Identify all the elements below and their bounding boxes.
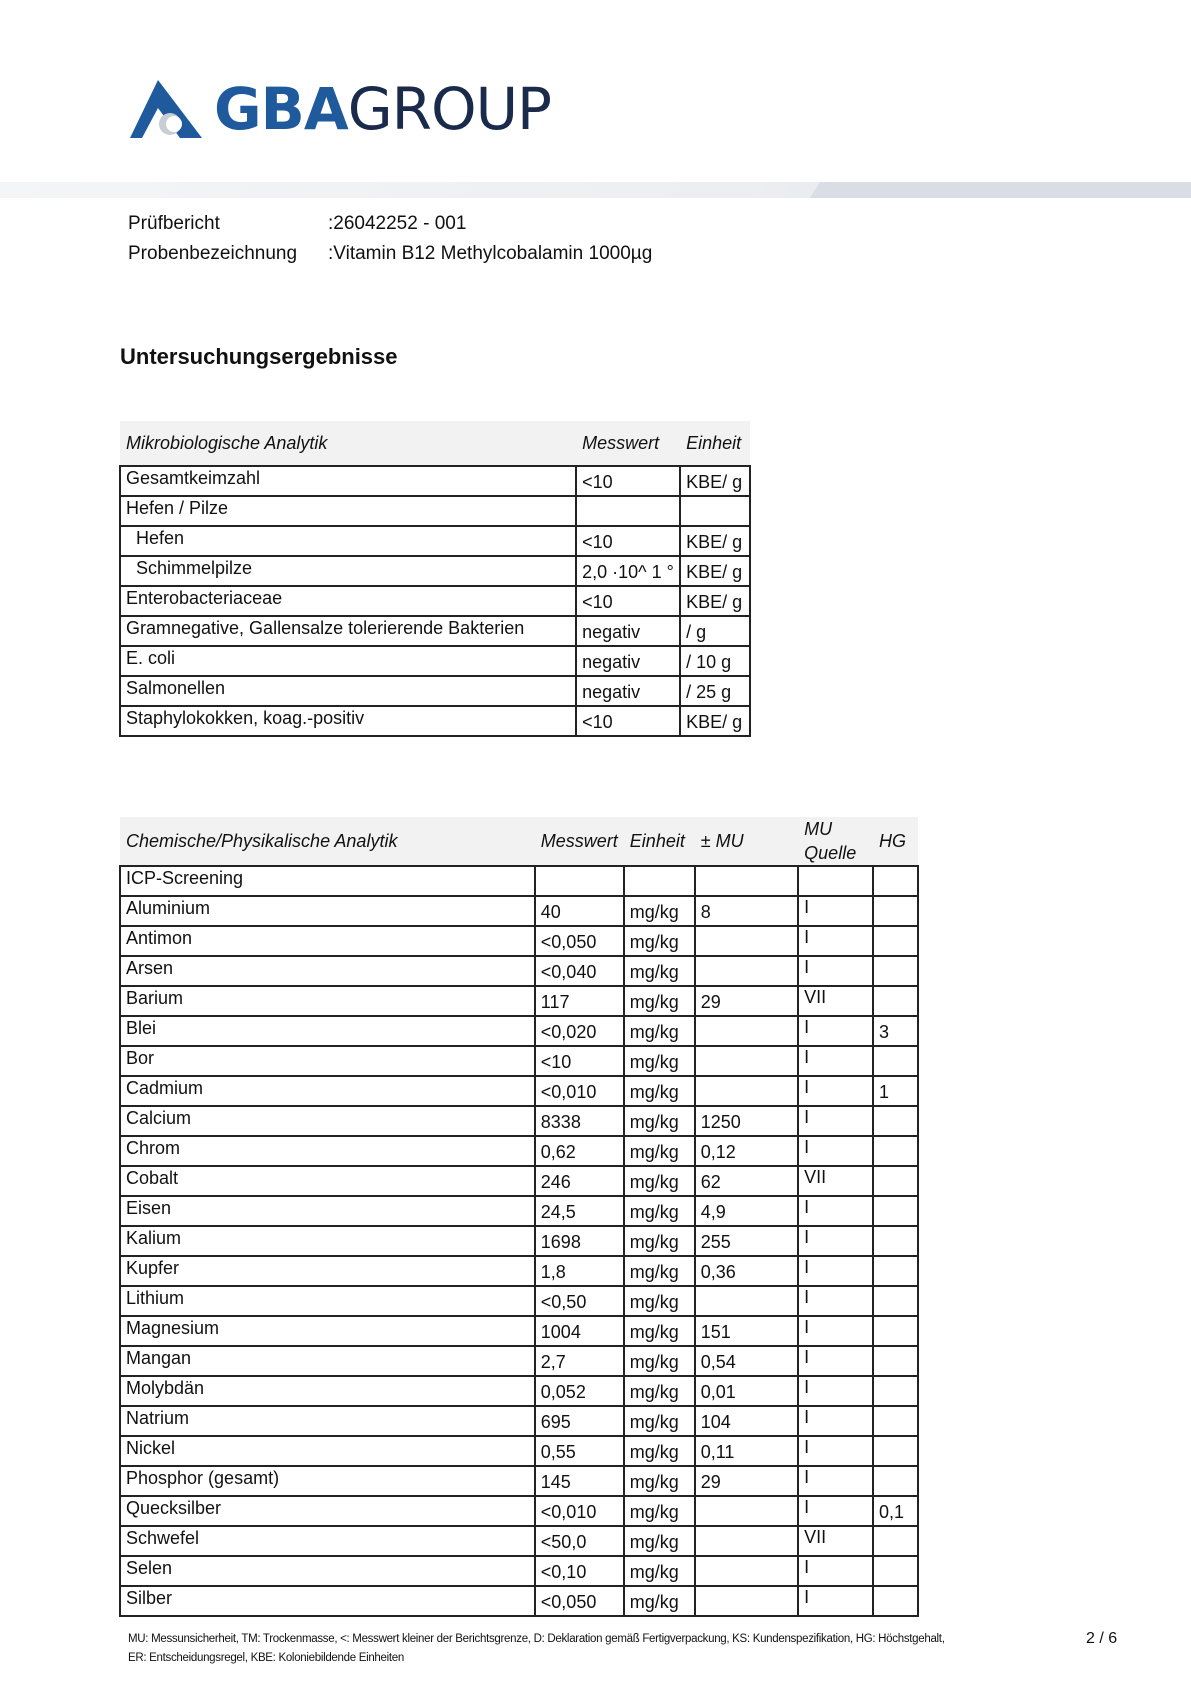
analyte-name: Mangan [120,1346,535,1376]
unit: mg/kg [624,1466,695,1496]
mu-source: I [798,1586,873,1616]
analyte-name: Eisen [120,1196,535,1226]
measured-value: <0,10 [535,1556,624,1586]
unit: mg/kg [624,896,695,926]
table-row [120,1496,918,1526]
report-number-row [128,209,652,239]
table-row [120,556,750,586]
unit: mg/kg [624,1496,695,1526]
mu-source: I [798,926,873,956]
chemistry-table [119,817,919,1617]
mu-source: I [798,1346,873,1376]
analyte-name: Cadmium [120,1076,535,1106]
footer-legend [128,1630,1008,1668]
analyte-name: Hefen / Pilze [120,496,576,526]
analyte-name: Kupfer [120,1256,535,1286]
measured-value: 8338 [535,1106,624,1136]
measured-value: <10 [535,1046,624,1076]
mu-source: I [798,956,873,986]
mu-source: I [798,1316,873,1346]
table-row [120,1226,918,1256]
measured-value: <0,050 [535,1586,624,1616]
col-header-analysis: Mikrobiologische Analytik [120,421,576,466]
sample-label: Probenbezeichnung [128,243,298,264]
gba-triangle-icon [130,78,202,140]
unit: mg/kg [624,1376,695,1406]
measured-value: <10 [576,706,680,736]
unit: / 10 g [680,646,750,676]
measured-value: <10 [576,586,680,616]
col-header-hg: HG [873,817,918,866]
mu-source: I [798,1466,873,1496]
microbiology-header-row [120,421,750,466]
measurement-uncertainty [695,866,798,896]
mu-source: I [798,1556,873,1586]
footer-legend-line2: ER: Entscheidungsregel, KBE: Koloniebildende Einheiten [128,1652,404,1664]
col-header-mu-source: MU Quelle [798,817,873,866]
analyte-name: Chrom [120,1136,535,1166]
measured-value: 1004 [535,1316,624,1346]
measurement-uncertainty [695,1586,798,1616]
analyte-name: Gesamtkeimzahl [120,466,576,496]
mu-source: I [798,1406,873,1436]
measurement-uncertainty: 255 [695,1226,798,1256]
unit: KBE/ g [680,706,750,736]
table-row [120,706,750,736]
measurement-uncertainty: 0,36 [695,1256,798,1286]
col-header-mu: ± MU [695,817,798,866]
measured-value: 2,7 [535,1346,624,1376]
max-content [873,1586,918,1616]
page-number: 2 / 6 [1086,1630,1118,1647]
logo-wordmark: GBAGROUP [214,75,552,143]
unit: mg/kg [624,1586,695,1616]
unit: mg/kg [624,1256,695,1286]
col-header-analysis: Chemische/Physikalische Analytik [120,817,535,866]
unit: mg/kg [624,1346,695,1376]
table-row [120,986,918,1016]
analyte-name: Lithium [120,1286,535,1316]
mu-source [798,866,873,896]
measured-value: <0,040 [535,956,624,986]
max-content: 3 [873,1016,918,1046]
unit: mg/kg [624,1286,695,1316]
unit: mg/kg [624,1406,695,1436]
table-row [120,1586,918,1616]
analyte-name: Gramnegative, Gallensalze tolerierende Bakterien [120,616,576,646]
max-content [873,1136,918,1166]
max-content [873,1166,918,1196]
footer-legend-line1: MU: Messunsicherheit, TM: Trockenmasse, <: Messwert kleiner der Berichtsgrenze, D: Deklaration gemäß Fertigverpackung, KS: Kundenspezifikation, HG: Höchstgehalt, [128,1633,945,1645]
measurement-uncertainty [695,1556,798,1586]
analyte-name: Barium [120,986,535,1016]
measured-value: 40 [535,896,624,926]
max-content [873,1466,918,1496]
measurement-uncertainty: 0,12 [695,1136,798,1166]
measured-value: 1698 [535,1226,624,1256]
measurement-uncertainty: 4,9 [695,1196,798,1226]
measured-value: <0,020 [535,1016,624,1046]
mu-source: I [798,1136,873,1166]
table-row [120,1136,918,1166]
measured-value: <0,010 [535,1496,624,1526]
measured-value: 0,052 [535,1376,624,1406]
chemistry-header-row [120,817,918,866]
measured-value: 24,5 [535,1196,624,1226]
analyte-name: Calcium [120,1106,535,1136]
max-content [873,956,918,986]
analyte-name: Staphylokokken, koag.-positiv [120,706,576,736]
header-band [0,182,1191,198]
report-meta [128,209,652,269]
unit: / g [680,616,750,646]
table-row [120,1166,918,1196]
analyte-name: Salmonellen [120,676,576,706]
table-row [120,646,750,676]
analyte-name: E. coli [120,646,576,676]
measurement-uncertainty [695,956,798,986]
table-row [120,1106,918,1136]
max-content [873,1436,918,1466]
measured-value: <10 [576,466,680,496]
measurement-uncertainty: 62 [695,1166,798,1196]
unit: mg/kg [624,1196,695,1226]
measured-value: <0,50 [535,1286,624,1316]
max-content [873,1526,918,1556]
measurement-uncertainty [695,1016,798,1046]
unit: KBE/ g [680,556,750,586]
table-row [120,1286,918,1316]
table-row [120,1046,918,1076]
analyte-name: Quecksilber [120,1496,535,1526]
analyte-name: Silber [120,1586,535,1616]
mu-source: I [798,1076,873,1106]
table-row [120,1196,918,1226]
analyte-name: Cobalt [120,1166,535,1196]
measurement-uncertainty: 0,01 [695,1376,798,1406]
unit: mg/kg [624,956,695,986]
analyte-name: Schimmelpilze [120,556,576,586]
measured-value [576,496,680,526]
max-content [873,1046,918,1076]
measured-value: <10 [576,526,680,556]
max-content [873,1106,918,1136]
analyte-name: Kalium [120,1226,535,1256]
unit: mg/kg [624,1016,695,1046]
table-row [120,1256,918,1286]
mu-source: I [798,1286,873,1316]
analyte-name: Enterobacteriaceae [120,586,576,616]
measured-value: 0,62 [535,1136,624,1166]
table-row [120,866,918,896]
table-row [120,926,918,956]
analyte-name: Antimon [120,926,535,956]
table-row [120,1526,918,1556]
unit: / 25 g [680,676,750,706]
analyte-name: Nickel [120,1436,535,1466]
unit: KBE/ g [680,586,750,616]
max-content [873,1346,918,1376]
unit [624,866,695,896]
analyte-name: Bor [120,1046,535,1076]
measured-value [535,866,624,896]
analyte-name: Schwefel [120,1526,535,1556]
measured-value: 2,0 ·10^ 1 ° [576,556,680,586]
max-content [873,926,918,956]
measured-value: 145 [535,1466,624,1496]
analyte-name: Blei [120,1016,535,1046]
max-content [873,896,918,926]
mu-source: I [798,1256,873,1286]
measured-value: 117 [535,986,624,1016]
max-content [873,1286,918,1316]
measurement-uncertainty [695,1496,798,1526]
max-content [873,1316,918,1346]
sample-row [128,239,652,269]
max-content [873,986,918,1016]
measured-value: <50,0 [535,1526,624,1556]
mu-source: I [798,1376,873,1406]
table-row [120,896,918,926]
max-content [873,866,918,896]
measured-value: negativ [576,646,680,676]
measurement-uncertainty: 151 [695,1316,798,1346]
report-number: :26042252 - 001 [328,213,467,234]
max-content [873,1256,918,1286]
sample-name: :Vitamin B12 Methylcobalamin 1000µg [328,243,653,264]
mu-source: I [798,1226,873,1256]
unit: mg/kg [624,986,695,1016]
table-row [120,616,750,646]
table-row [120,496,750,526]
measurement-uncertainty: 29 [695,1466,798,1496]
max-content [873,1556,918,1586]
mu-source: I [798,1016,873,1046]
unit: mg/kg [624,1526,695,1556]
measurement-uncertainty: 1250 [695,1106,798,1136]
unit: mg/kg [624,1226,695,1256]
table-row [120,676,750,706]
analyte-name: Aluminium [120,896,535,926]
mu-source: VII [798,1166,873,1196]
unit: mg/kg [624,1046,695,1076]
table-row [120,1406,918,1436]
measured-value: negativ [576,616,680,646]
measured-value: negativ [576,676,680,706]
measurement-uncertainty: 104 [695,1406,798,1436]
max-content: 1 [873,1076,918,1106]
unit: mg/kg [624,926,695,956]
measurement-uncertainty [695,1046,798,1076]
mu-source: I [798,1496,873,1526]
analyte-name: Hefen [120,526,576,556]
max-content [873,1376,918,1406]
analyte-name: Phosphor (gesamt) [120,1466,535,1496]
measurement-uncertainty [695,926,798,956]
col-header-value: Messwert [535,817,624,866]
col-header-unit: Einheit [624,817,695,866]
mu-source: VII [798,1526,873,1556]
max-content [873,1226,918,1256]
unit: KBE/ g [680,526,750,556]
table-row [120,466,750,496]
analyte-name: Selen [120,1556,535,1586]
unit: mg/kg [624,1106,695,1136]
mu-source: VII [798,986,873,1016]
unit: mg/kg [624,1136,695,1166]
measurement-uncertainty [695,1526,798,1556]
analyte-name: Natrium [120,1406,535,1436]
table-row [120,1466,918,1496]
col-header-value: Messwert [576,421,680,466]
measured-value: 695 [535,1406,624,1436]
unit: mg/kg [624,1166,695,1196]
measured-value: 246 [535,1166,624,1196]
measurement-uncertainty: 0,11 [695,1436,798,1466]
analyte-name: Magnesium [120,1316,535,1346]
report-label: Prüfbericht [128,213,220,234]
unit [680,496,750,526]
table-row [120,956,918,986]
measurement-uncertainty: 8 [695,896,798,926]
mu-source: I [798,1106,873,1136]
gba-group-logo [130,76,551,142]
col-header-unit: Einheit [680,421,750,466]
table-row [120,526,750,556]
table-row [120,586,750,616]
measurement-uncertainty: 29 [695,986,798,1016]
unit: mg/kg [624,1076,695,1106]
table-row [120,1016,918,1046]
mu-source: I [798,1196,873,1226]
measurement-uncertainty [695,1286,798,1316]
analyte-name: Arsen [120,956,535,986]
measurement-uncertainty [695,1076,798,1106]
unit: mg/kg [624,1436,695,1466]
mu-source: I [798,1046,873,1076]
table-row [120,1376,918,1406]
unit: mg/kg [624,1316,695,1346]
max-content [873,1196,918,1226]
analyte-name: Molybdän [120,1376,535,1406]
unit: KBE/ g [680,466,750,496]
max-content [873,1406,918,1436]
mu-source: I [798,1436,873,1466]
section-title: Untersuchungsergebnisse [120,344,398,369]
table-row [120,1316,918,1346]
unit: mg/kg [624,1556,695,1586]
table-row [120,1436,918,1466]
mu-source: I [798,896,873,926]
microbiology-table [119,421,751,737]
max-content: 0,1 [873,1496,918,1526]
measurement-uncertainty: 0,54 [695,1346,798,1376]
measured-value: <0,050 [535,926,624,956]
measured-value: 1,8 [535,1256,624,1286]
measured-value: 0,55 [535,1436,624,1466]
analyte-name: ICP-Screening [120,866,535,896]
table-row [120,1556,918,1586]
table-row [120,1076,918,1106]
measured-value: <0,010 [535,1076,624,1106]
table-row [120,1346,918,1376]
